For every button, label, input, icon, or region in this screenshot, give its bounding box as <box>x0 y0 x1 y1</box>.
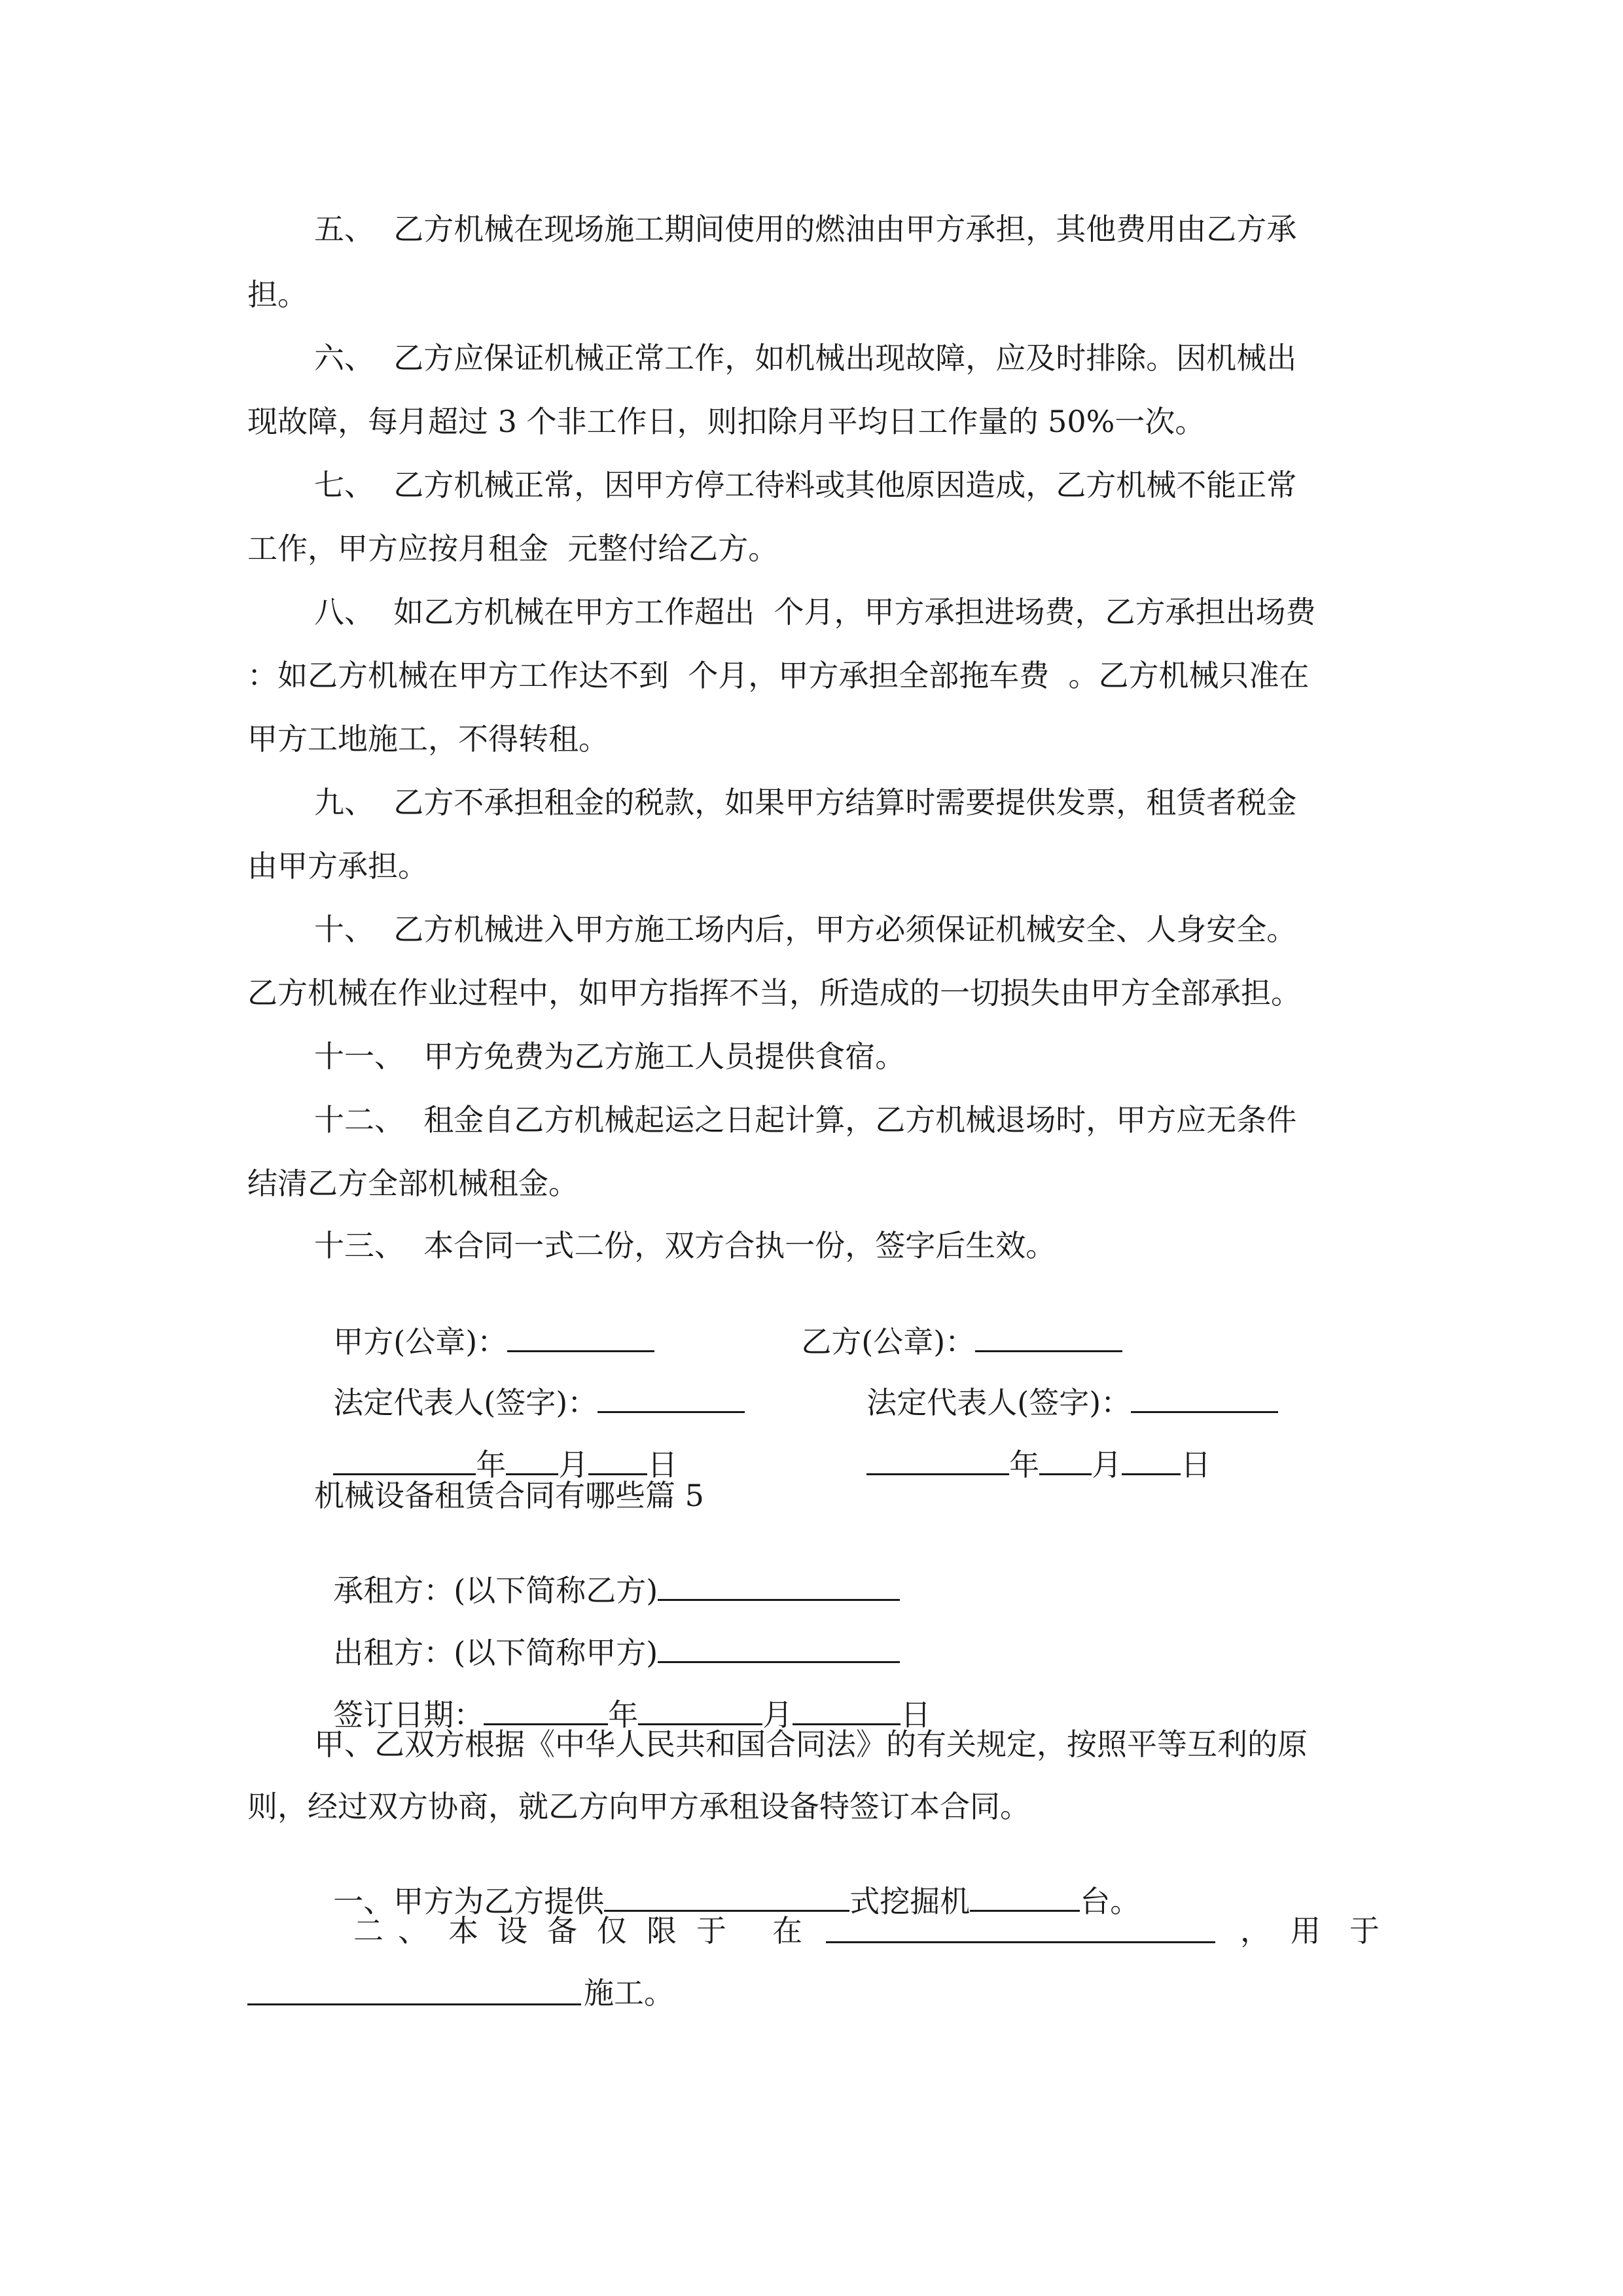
item-2-char-4: 备 <box>547 1913 577 1948</box>
item-2-char-1: 、 <box>398 1913 428 1948</box>
item-1-text-a: 一、甲方为乙方提供 <box>333 1884 605 1919</box>
party-b-date-day: 日 <box>1181 1447 1211 1482</box>
party-a-date-month-blank <box>506 1447 558 1475</box>
item-2-location-blank <box>826 1941 1215 1943</box>
preamble-line-1: 甲、乙双方根据《中华人民共和国合同法》的有关规定，按照平等互利的原 <box>314 1727 1308 1762</box>
party-a-date-day-blank <box>588 1447 647 1475</box>
party-b-date-month-blank <box>1039 1447 1092 1475</box>
party-b-date-month: 月 <box>1092 1447 1122 1482</box>
item-2-char-5: 仅 <box>597 1913 627 1948</box>
clause-7-line-1: 七、 乙方机械正常，因甲方停工待料或其他原因造成，乙方机械不能正常 <box>314 467 1297 503</box>
item-1-text-c: 台。 <box>1080 1884 1141 1919</box>
item-1-model-blank <box>604 1884 849 1912</box>
clause-10-line-1: 十、 乙方机械进入甲方施工场内后，甲方必须保证机械安全、人身安全。 <box>314 912 1297 947</box>
signing-date-month: 月 <box>762 1697 793 1732</box>
item-2-char-2: 本 <box>448 1913 478 1948</box>
signing-date-month-blank <box>638 1697 762 1725</box>
item-2-end: 施工。 <box>584 1975 674 2011</box>
clause-9-line-2: 由甲方承担。 <box>247 848 428 884</box>
lessor-blank <box>658 1635 900 1663</box>
item-2-char-10: 用 <box>1291 1913 1321 1948</box>
item-1-count-blank <box>970 1884 1080 1912</box>
clause-12-line-2: 结清乙方全部机械租金。 <box>247 1166 579 1201</box>
party-a-date-year: 年 <box>476 1447 507 1482</box>
item-2-project-blank <box>247 2003 581 2005</box>
item-1-text-b: 式挖掘机 <box>849 1884 971 1919</box>
clause-10-line-2: 乙方机械在作业过程中，如甲方指挥不当，所造成的一切损失由甲方全部承担。 <box>247 975 1301 1011</box>
item-2-char-9: ， <box>1240 1913 1270 1948</box>
party-a-seal-text: 甲方(公章)： <box>333 1324 508 1359</box>
party-b-rep-label <box>847 1355 1278 1418</box>
party-b-seal-label <box>782 1294 1122 1357</box>
clause-5-line-1: 五、 乙方机械在现场施工期间使用的燃油由甲方承担，其他费用由乙方承 <box>314 211 1297 247</box>
clause-5-line-2: 担。 <box>247 277 308 312</box>
clause-8-line-1: 八、 如乙方机械在甲方工作超出 个月，甲方承担进场费，乙方承担出场费 <box>314 594 1316 630</box>
signing-date-day: 日 <box>901 1697 931 1732</box>
clause-11-line-1: 十一、 甲方免费为乙方施工人员提供食宿。 <box>314 1039 906 1074</box>
signing-date-label: 签订日期： <box>333 1697 484 1732</box>
item-2-char-8: 在 <box>772 1913 802 1948</box>
signing-date-day-blank <box>793 1697 901 1725</box>
party-a-date-day: 日 <box>647 1447 678 1482</box>
lessee-line <box>314 1543 900 1608</box>
clause-7-line-2: 工作，甲方应按月租金 元整付给乙方。 <box>247 531 779 566</box>
item-2-char-6: 限 <box>647 1913 677 1948</box>
item-2-char-11: 于 <box>1349 1913 1380 1948</box>
clause-13-line-1: 十三、 本合同一式二份，双方合执一份，签字后生效。 <box>314 1228 1056 1263</box>
section-5-title: 机械设备租赁合同有哪些篇 5 <box>314 1478 704 1513</box>
party-a-rep-label <box>314 1355 745 1418</box>
preamble-line-2: 则，经过双方协商，就乙方向甲方承租设备特签订本合同。 <box>247 1789 1030 1824</box>
party-a-rep-blank <box>597 1385 745 1413</box>
party-a-seal-blank <box>507 1324 654 1352</box>
party-b-date-year-blank <box>866 1447 1009 1475</box>
item-1-line <box>314 1854 1141 1919</box>
signing-date-line <box>314 1667 931 1730</box>
clause-6-line-2: 现故障，每月超过 3 个非工作日，则扣除月平均日工作量的 50%一次。 <box>247 404 1205 439</box>
clause-6-line-1: 六、 乙方应保证机械正常工作，如机械出现故障，应及时排除。因机械出 <box>314 340 1297 376</box>
party-b-seal-text: 乙方(公章)： <box>801 1324 976 1359</box>
item-2-char-7: 于 <box>696 1913 726 1948</box>
lessor-line <box>314 1605 900 1668</box>
item-2-char-3: 设 <box>497 1913 527 1948</box>
clause-8-line-3: 甲方工地施工，不得转租。 <box>247 721 609 757</box>
party-a-rep-text: 法定代表人(签字)： <box>333 1385 598 1420</box>
party-b-date-year: 年 <box>1009 1447 1040 1482</box>
lessor-text: 出租方：(以下简称甲方) <box>333 1635 658 1670</box>
party-b-date <box>847 1417 1211 1480</box>
party-a-seal-label <box>314 1294 654 1357</box>
party-b-date-day-blank <box>1122 1447 1181 1475</box>
party-b-rep-blank <box>1131 1385 1278 1413</box>
lessee-blank <box>658 1573 900 1601</box>
party-b-rep-text: 法定代表人(签字)： <box>866 1385 1132 1420</box>
item-2-char-0: 二 <box>353 1913 383 1948</box>
signing-date-year-blank <box>484 1697 608 1725</box>
party-a-date-year-blank <box>333 1447 476 1475</box>
lessee-text: 承租方：(以下简称乙方) <box>333 1573 658 1608</box>
signing-date-year: 年 <box>608 1697 639 1732</box>
clause-12-line-1: 十二、 租金自乙方机械起运之日起计算，乙方机械退场时，甲方应无条件 <box>314 1102 1297 1138</box>
clause-8-line-2: ：如乙方机械在甲方工作达不到 个月，甲方承担全部拖车费 。乙方机械只准在 <box>247 658 1310 693</box>
party-a-date-month: 月 <box>558 1447 589 1482</box>
clause-9-line-1: 九、 乙方不承担租金的税款，如果甲方结算时需要提供发票，租赁者税金 <box>314 785 1297 820</box>
party-b-seal-blank <box>975 1324 1122 1352</box>
party-a-date <box>314 1417 677 1480</box>
